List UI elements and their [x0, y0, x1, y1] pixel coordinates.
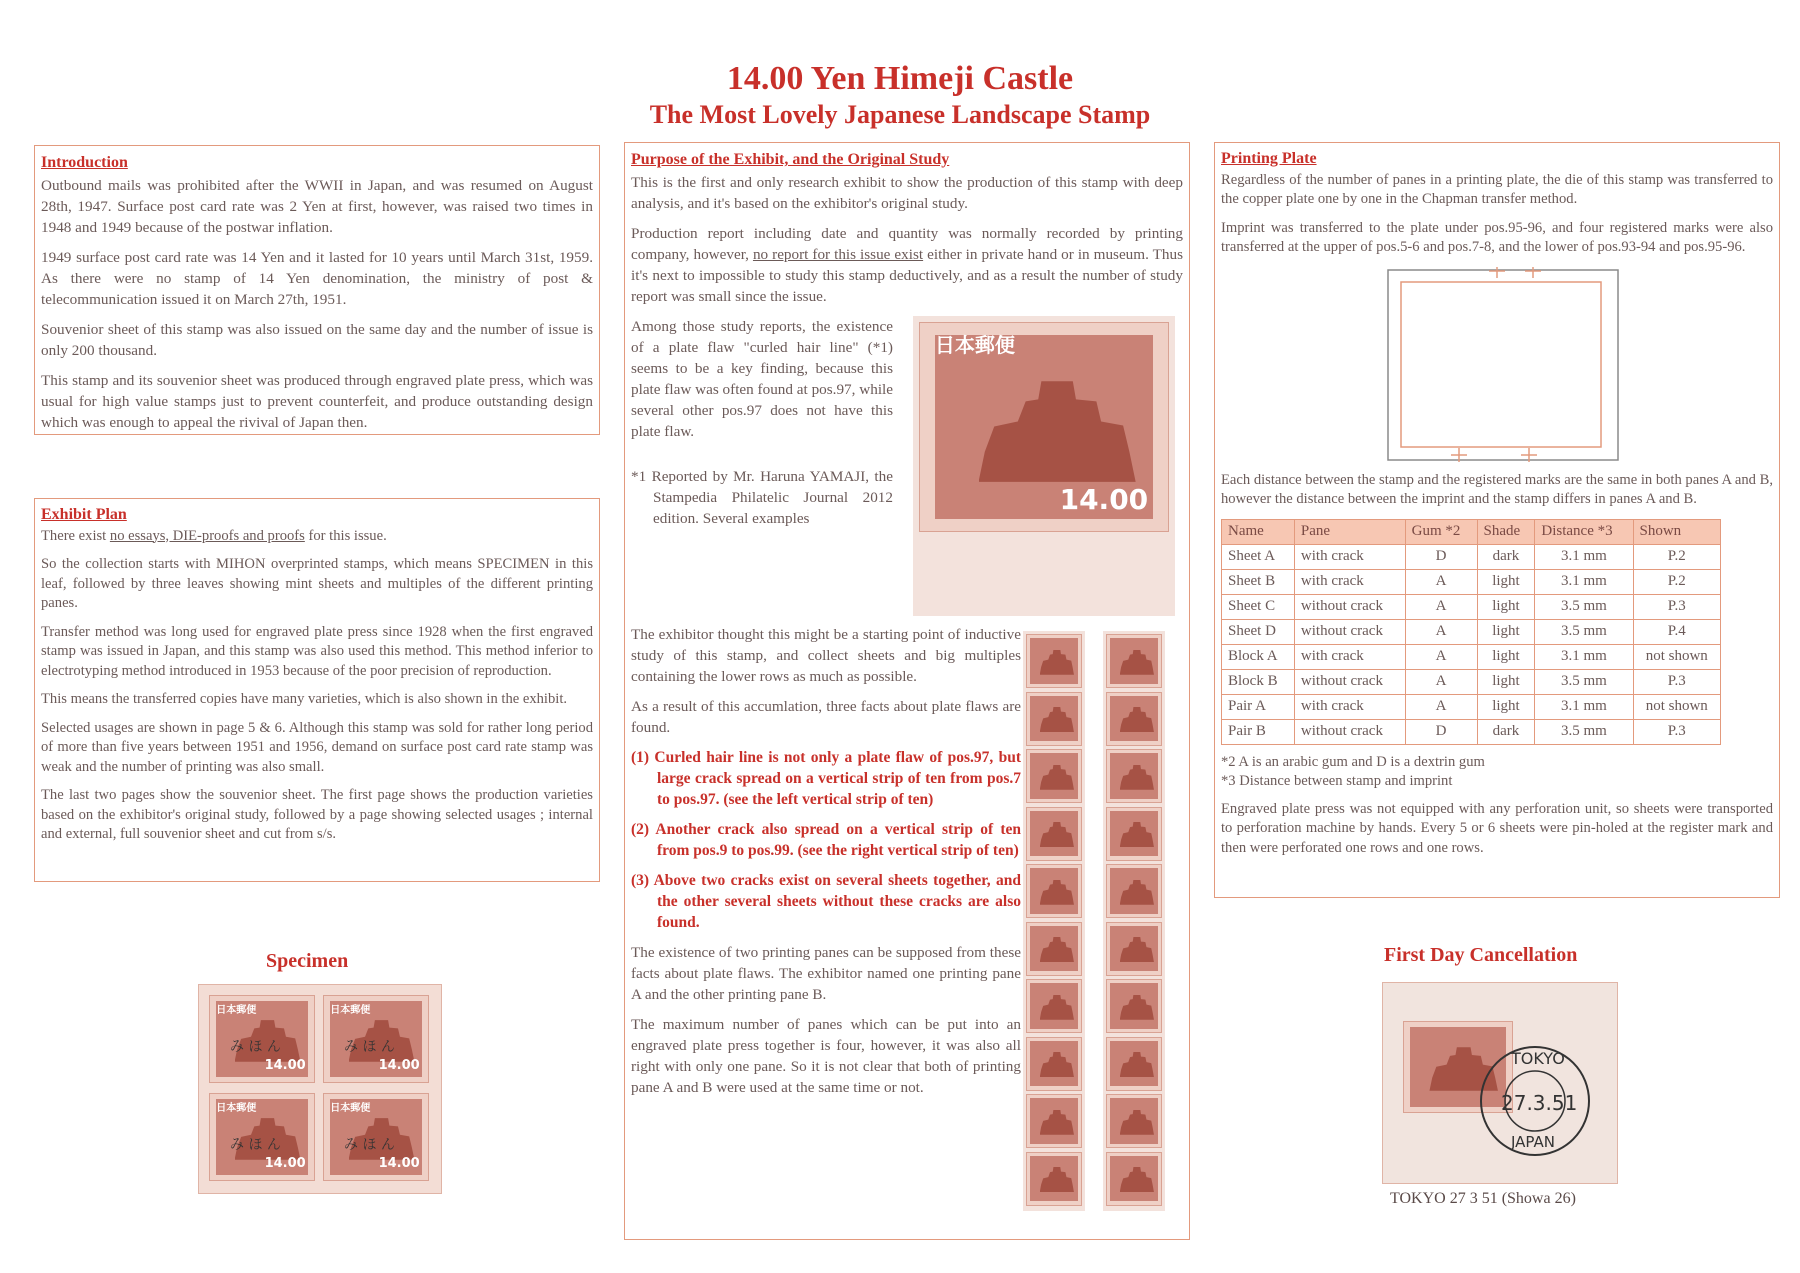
postmark-top: TOKYO [1511, 1049, 1565, 1068]
exhibit-plan-p3: Transfer method was long used for engraved plate press since 1928 when the first engraved stamp was issued in Japan, and this stamp was also used this method. This method inferior to electrotyping method introduced in 1953 because of the poor precision of reproduction. [41, 623, 593, 679]
strip-stamp [1026, 1094, 1082, 1148]
plate-table [1221, 519, 1721, 745]
strip-stamp [1106, 864, 1162, 918]
strip-stamp [1026, 692, 1082, 746]
left-vertical-strip [1023, 631, 1085, 1211]
page-title: 14.00 Yen Himeji Castle [726, 60, 1074, 97]
specimen-overprint: み ほ ん [344, 1137, 395, 1153]
table-row: Sheet C without crack A light 3.5 mm P.3 [1222, 594, 1721, 619]
strip-stamp [1106, 634, 1162, 688]
exhibit-plan-p4: This means the transferred copies have many varieties, which is also shown in the exhibit. [41, 691, 568, 707]
column-header: Shade [1477, 519, 1535, 544]
exhibit-plan-box [34, 498, 600, 882]
purpose-p3: Among those study reports, the existence of a plate flaw "curled hair line" (*1) seems to be a key finding, because this plate flaw was often found at pos.97, while several other pos.97 does not have this plate flaw. [631, 318, 893, 440]
introduction-p1: Outbound mails was prohibited after the WWII in Japan, and was resumed on August 28th, 1947. Surface post card rate was 2 Yen at first, however, was raised two times in 1948 and 1949 because of the postwar inflation. [41, 177, 593, 236]
strip-stamp [1026, 807, 1082, 861]
large-stamp-image [913, 316, 1175, 616]
postmark-bottom: JAPAN [1511, 1133, 1555, 1151]
specimen-stamp: 日本郵便 14.00 み ほ ん [323, 1093, 429, 1181]
specimen-block [198, 984, 442, 1194]
printing-plate-p2: Imprint was transferred to the plate under pos.95-96, and four registered marks were also transferred at the upper of pos.5-6 and pos.7-8, and the lower of pos.93-94 and pos.95-96. [1221, 219, 1773, 255]
table-row: Block B without crack A light 3.5 mm P.3 [1222, 669, 1721, 694]
page-subtitle: The Most Lovely Japanese Landscape Stamp [649, 100, 1151, 129]
purpose-note: *1 Reported by Mr. Haruna YAMAJI, the Stampedia Philatelic Journal 2012 edition. Several examples [631, 468, 893, 527]
introduction-box [34, 145, 600, 435]
exhibit-plan-p5: Selected usages are shown in page 5 & 6. Although this stamp was sold for rather long period of more than five years between 1951 and 1956, demand on surface post card rate stamp was weak and the number of printing was also small. [41, 719, 593, 775]
printing-plate-heading: Printing Plate [1221, 150, 1317, 167]
fact-3: (3) Above two cracks exist on several sheets together, and the other several sheets without these cracks are also found. [631, 872, 1021, 931]
fact-1: (1) Curled hair line is not only a plate flaw of pos.97, but large crack spread on a vertical strip of ten from pos.7 to pos.97. (see the left vertical strip of ten) [631, 749, 1021, 808]
first-day-cover [1382, 982, 1618, 1184]
introduction-heading: Introduction [41, 154, 128, 171]
plate-diagram [1221, 267, 1773, 465]
strip-stamp [1106, 1152, 1162, 1206]
purpose-lower [631, 624, 1021, 1098]
printing-plate-box [1214, 142, 1780, 898]
exhibit-plan-heading: Exhibit Plan [41, 506, 127, 523]
specimen-overprint: み ほ ん [230, 1039, 281, 1055]
right-vertical-strip [1103, 631, 1165, 1211]
introduction-p4: This stamp and its souvenior sheet was produced through engraved plate press, which was usual for high value stamps just to prevent counterfeit, and produce outstanding design which was enough to appeal the rivival of Japan then. [41, 372, 593, 431]
strip-stamp [1106, 749, 1162, 803]
purpose-p2: Production report including date and quantity was normally recorded by printing company, however, no report for this issue exist either in private hand or in museum. Thus it's next to impossible to study this stamp deductively, and as a result the number of study report was small since the issue. [631, 225, 1183, 305]
purpose-p4: The exhibitor thought this might be a starting point of inductive study of this stamp, and collect sheets and big multiples containing the lower rows as much as possible. [631, 626, 1021, 685]
strip-stamp [1106, 979, 1162, 1033]
strip-stamp [1106, 807, 1162, 861]
strip-stamp [1026, 864, 1082, 918]
strip-stamp [1026, 749, 1082, 803]
strip-stamp [1026, 979, 1082, 1033]
note-gum: *2 A is an arabic gum and D is a dextrin gum [1221, 753, 1485, 770]
table-row: Pair A with crack A light 3.1 mm not shown [1222, 694, 1721, 719]
fact-2: (2) Another crack also spread on a vertical strip of ten from pos.9 to pos.99. (see the right vertical strip of ten) [631, 821, 1021, 859]
introduction-p2: 1949 surface post card rate was 14 Yen and it lasted for 10 years until March 31st, 1959. As there were no stamp of 14 Yen denomination, the ministry of post & telecommunication issued it on March 27th, 1951. [41, 249, 593, 308]
strip-stamp [1106, 922, 1162, 976]
specimen-overprint: み ほ ん [230, 1137, 281, 1153]
purpose-p1: This is the first and only research exhibit to show the production of this stamp with deep analysis, and it's based on the exhibitor's original study. [631, 174, 1183, 212]
purpose-heading: Purpose of the Exhibit, and the Original Study [631, 151, 950, 168]
purpose-p7: The maximum number of panes which can be put into an engraved plate press together is four, however, it was also all right with only one pane. So it is not clear that both of printing pane A and B were used at the same time or not. [631, 1016, 1021, 1096]
table-header-row [1222, 519, 1721, 544]
strip-stamp [1106, 692, 1162, 746]
purpose-p6: The existence of two printing panes can be supposed from these facts about plate flaws. The exhibitor named one printing pane A and the other printing pane B. [631, 944, 1021, 1003]
introduction-p3: Souvenior sheet of this stamp was also issued on the same day and the number of issue is only 200 thousand. [41, 321, 593, 359]
printing-plate-p1: Regardless of the number of panes in a printing plate, the die of this stamp was transferred to the copper plate one by one in the Chapman transfer method. [1221, 171, 1773, 207]
column-header: Shown [1633, 519, 1721, 544]
specimen-overprint: み ほ ん [344, 1039, 395, 1055]
first-day-caption: TOKYO 27 3 51 (Showa 26) [1390, 1190, 1576, 1207]
strip-stamp [1106, 1037, 1162, 1091]
table-row: Sheet D without crack A light 3.5 mm P.4 [1222, 619, 1721, 644]
specimen-stamp: 日本郵便 14.00 み ほ ん [209, 995, 315, 1083]
plate-diagram-svg [1221, 267, 1775, 465]
printing-plate-p4: Engraved plate press was not equipped with any perforation unit, so sheets were transported to perforation machine by hands. Every 5 or 6 sheets were pin-holed at the register mark and then were perforated one rows and one rows. [1221, 800, 1773, 856]
table-row: Block A with crack A light 3.1 mm not shown [1222, 644, 1721, 669]
specimen-label: Specimen [266, 950, 349, 972]
purpose-stamp-row [631, 316, 1183, 624]
large-stamp: 日本郵便 14.00 [919, 322, 1169, 532]
specimen-stamp: 日本郵便 14.00 み ほ ん [323, 995, 429, 1083]
column-header: Name [1222, 519, 1295, 544]
purpose-box [624, 142, 1190, 1240]
strip-stamp [1106, 1094, 1162, 1148]
postmark-date: 27.3.51 [1501, 1091, 1578, 1115]
strip-stamp [1026, 1152, 1082, 1206]
column-header: Pane [1294, 519, 1405, 544]
exhibit-plan-p2: So the collection starts with MIHON overprinted stamps, which means SPECIMEN in this leaf, followed by three leaves showing mint sheets and multiples of the different printing panes. [41, 556, 593, 611]
printing-plate-p3: Each distance between the stamp and the registered marks are the same in both panes A and B, however the distance between the imprint and the stamp differs in panes A and B. [1221, 471, 1773, 507]
strip-stamp [1026, 922, 1082, 976]
column-header: Distance *3 [1535, 519, 1633, 544]
column-header: Gum *2 [1405, 519, 1477, 544]
table-row: Sheet A with crack D dark 3.1 mm P.2 [1222, 544, 1721, 569]
exhibit-plan-p6: The last two pages show the souvenior sheet. The first page shows the production varieties based on the exhibitor's original study, followed by a page showing selected usages ; internal and external, full souvenior sheet and cut from s/s. [41, 787, 593, 842]
purpose-p5: As a result of this accumlation, three facts about plate flaws are found. [631, 698, 1021, 736]
exhibit-plan-p1: There exist no essays, DIE-proofs and proofs for this issue. [41, 527, 387, 544]
table-row: Sheet B with crack A light 3.1 mm P.2 [1222, 569, 1721, 594]
strip-stamp [1026, 634, 1082, 688]
specimen-stamp: 日本郵便 14.00 み ほ ん [209, 1093, 315, 1181]
note-distance: *3 Distance between stamp and imprint [1221, 773, 1453, 789]
strip-stamp [1026, 1037, 1082, 1091]
table-row: Pair B without crack D dark 3.5 mm P.3 [1222, 719, 1721, 744]
first-day-label: First Day Cancellation [1384, 944, 1578, 966]
